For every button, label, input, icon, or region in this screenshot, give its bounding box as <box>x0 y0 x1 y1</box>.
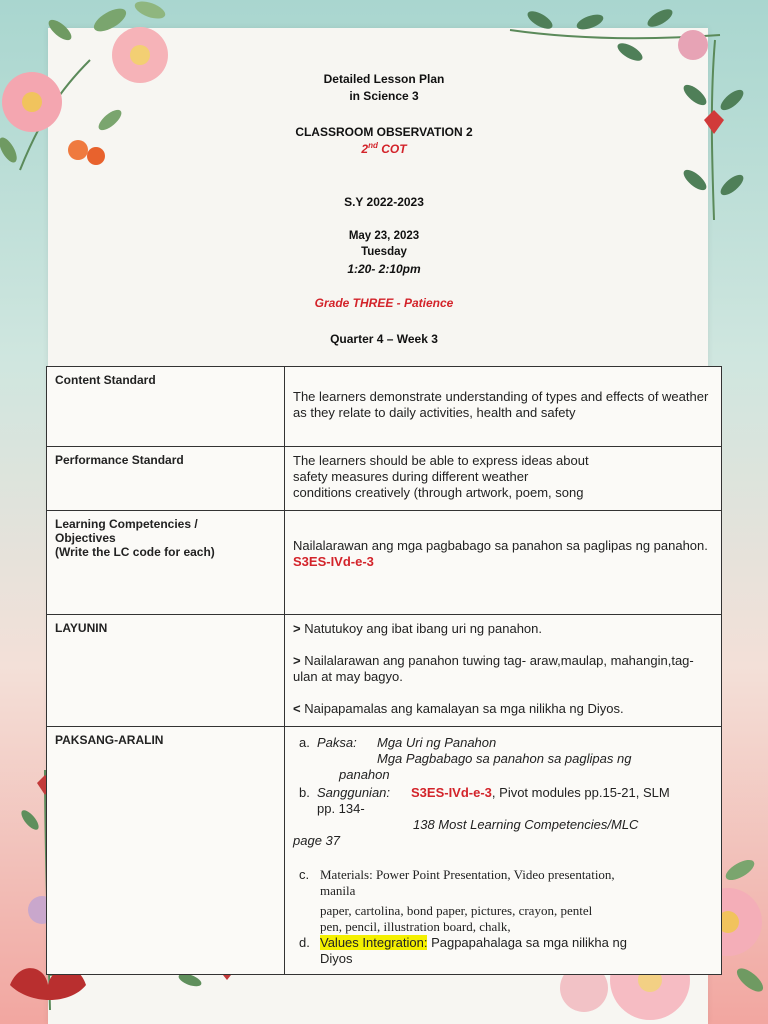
layunin-item-3 <box>293 701 713 717</box>
paksa-topic-2: Mga Pagbabago sa panahon sa paglipas ng <box>377 751 632 766</box>
values-text-1: Pagpapahalaga sa mga nilikha ng <box>427 935 627 950</box>
sanggunian-text: , Pivot modules pp.15-21, SLM <box>491 785 670 800</box>
competencies-label-cell <box>47 511 285 615</box>
materials-line-1 <box>293 867 713 883</box>
paksang-aralin-label: PAKSANG-ARALIN <box>47 727 285 975</box>
sanggunian-label: Sanggunian: <box>317 785 391 800</box>
grade-section: Grade THREE - Patience <box>314 296 454 310</box>
sanggunian-pages: pp. 134- <box>317 801 365 816</box>
paksa-mark: a. <box>299 735 310 750</box>
layunin-item-1 <box>293 621 713 637</box>
row-content-standard <box>47 367 722 447</box>
competencies-label-line2: Objectives <box>55 531 116 545</box>
quarter-week: Quarter 4 – Week 3 <box>330 332 438 346</box>
competencies-label-line1: Learning Competencies / <box>55 517 198 531</box>
layunin-bullet-2: > <box>293 653 301 668</box>
layunin-item-2-text: Nailalarawan ang panahon tuwing tag- araw,maulap, mahangin,tag-ulan at may bagyo. <box>293 653 694 684</box>
materials-mark: c. <box>299 867 310 882</box>
sanggunian-mark: b. <box>299 785 310 800</box>
values-mark: d. <box>299 935 310 950</box>
layunin-bullet-1: > <box>293 621 301 636</box>
classroom-observation: CLASSROOM OBSERVATION 2 <box>295 125 473 139</box>
cot-superscript: nd <box>368 141 378 150</box>
cot-word: COT <box>377 142 407 156</box>
competencies-text <box>293 538 713 570</box>
lesson-day: Tuesday <box>361 246 407 258</box>
performance-standard-line3: conditions creatively (through artwork, poem, song <box>293 485 584 500</box>
cot-number: 2 <box>361 142 369 156</box>
materials-text-1: Materials: Power Point Presentation, Video presentation, <box>320 867 615 882</box>
title-line-2: in Science 3 <box>349 89 419 103</box>
lc-code: S3ES-IVd-e-3 <box>293 554 374 569</box>
school-year: S.Y 2022-2023 <box>344 195 424 209</box>
paksang-aralin-cell <box>285 727 722 975</box>
layunin-item-1-text: Natutukoy ang ibat ibang uri ng panahon. <box>300 621 542 636</box>
layunin-item-2 <box>293 653 713 685</box>
performance-standard-cell <box>285 447 722 511</box>
paksa-topic-3: panahon <box>339 767 390 782</box>
content-standard-text: The learners demonstrate understanding of types and effects of weather as they relate to daily activities, health and safety <box>293 389 709 420</box>
sanggunian-page: page 37 <box>293 833 340 848</box>
materials-line-2: manila <box>320 883 356 898</box>
layunin-bullet-3: < <box>293 701 301 716</box>
performance-standard-line1: The learners should be able to express ideas about <box>293 453 589 468</box>
paksa-label: Paksa: <box>317 735 357 750</box>
lesson-time: 1:20- 2:10pm <box>347 262 421 276</box>
row-layunin <box>47 615 722 727</box>
content-standard-label: Content Standard <box>47 367 285 447</box>
values-line-2: Diyos <box>320 951 353 966</box>
sanggunian-line <box>293 785 713 801</box>
lesson-plan-table <box>46 366 722 975</box>
paksa-topic-1: Mga Uri ng Panahon <box>377 735 497 750</box>
sanggunian-code: S3ES-IVd-e-3 <box>411 785 492 800</box>
sanggunian-mlc: 138 Most Learning Competencies/MLC <box>413 817 639 832</box>
layunin-item-3-text: Naipapamalas ang kamalayan sa mga nilikha ng Diyos. <box>300 701 624 716</box>
materials-line-4: pen, pencil, illustration board, chalk, <box>320 919 511 934</box>
performance-standard-label: Performance Standard <box>47 447 285 511</box>
row-paksang-aralin <box>47 727 722 975</box>
performance-standard-line2: safety measures during different weather <box>293 469 529 484</box>
content-standard-cell <box>285 367 722 447</box>
competencies-description: Nailalarawan ang mga pagbabago sa panahon sa paglipas ng panahon. <box>293 538 708 553</box>
competencies-cell <box>285 511 722 615</box>
layunin-cell <box>285 615 722 727</box>
materials-line-3: paper, cartolina, bond paper, pictures, crayon, pentel <box>320 903 593 918</box>
values-line-1 <box>293 935 713 951</box>
layunin-label: LAYUNIN <box>47 615 285 727</box>
row-performance-standard <box>47 447 722 511</box>
paksa-line-1 <box>293 735 713 751</box>
row-learning-competencies <box>47 511 722 615</box>
lesson-date: May 23, 2023 <box>348 230 420 242</box>
values-highlight: Values Integration: <box>320 935 428 950</box>
title-line-1: Detailed Lesson Plan <box>323 72 445 86</box>
cot-label <box>0 141 768 156</box>
competencies-label-line3: (Write the LC code for each) <box>55 545 215 559</box>
